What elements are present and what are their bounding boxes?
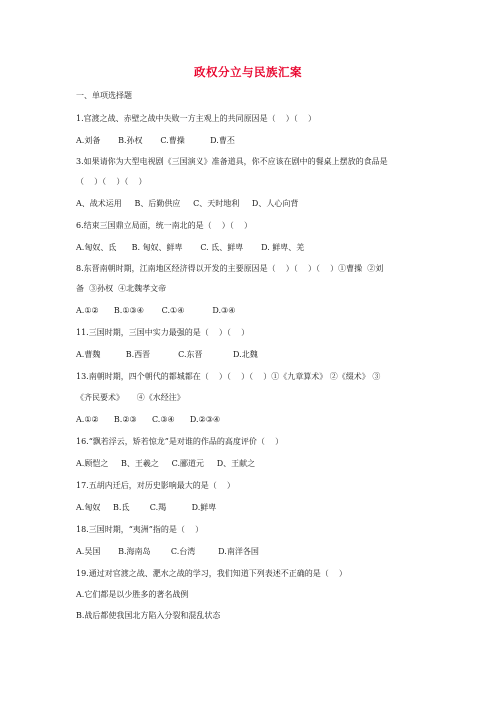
question-3-cont: （ ）（ ）（ ） xyxy=(76,177,147,186)
options-18: A.吴国 B.海南岛 C.台湾 D.南洋各国 xyxy=(76,547,259,556)
question-19: 19.通过对官渡之战、淝水之战的学习，我们知道下列表述不正确的是（ ） xyxy=(76,569,347,578)
options-17: A.匈奴 B.氐 C.羯 D.鲜卑 xyxy=(76,503,217,512)
question-17: 17.五胡内迁后，对历史影响最大的是（ ） xyxy=(76,481,235,490)
options-1: A.刘备 B.孙权 C.曹操 D.曹丕 xyxy=(76,136,235,145)
question-1: 1.官渡之战、赤壁之战中失败一方主观上的共同原因是（ ）（ ） xyxy=(76,114,316,123)
question-3: 3.如果请你为大型电视剧《三国演义》准备道具，你不应该在剧中的餐桌上摆放的食品是 xyxy=(76,157,388,166)
options-13: A.①② B.②③ C.③④ D.②③④ xyxy=(76,415,221,424)
options-11: A.曹魏 B.西晋 C.东晋 D.北魏 xyxy=(76,350,258,359)
question-13: 13.南朝时期，四个朝代的都城都在（ ）（ ）（ ）①《九章算术》 ②《缀术》 ③ xyxy=(76,372,381,381)
question-18: 18.三国时期，“夷洲”指的是（ ） xyxy=(76,525,204,534)
question-6: 6.结束三国鼎立局面，统一南北的是（ ）（ ） xyxy=(76,221,252,230)
section-heading: 一、单项选择题 xyxy=(76,91,132,100)
question-16: 16.“飘若浮云，矫若惊龙”是对谁的作品的高度评价（ ） xyxy=(76,437,284,446)
options-16: A.顾恺之 B、王羲之 C.郦道元 D、王献之 xyxy=(76,459,256,468)
options-6: A.匈奴、氐 B. 匈奴、鲜卑 C. 氐、鲜卑 D. 鲜卑、羌 xyxy=(76,243,305,252)
question-8-cont: 备 ③孙权 ④北魏孝文帝 xyxy=(76,284,167,293)
document-title: 政权分立与民族汇案 xyxy=(194,65,302,79)
options-19-a: A.它们都是以少胜多的著名战例 xyxy=(76,590,189,599)
options-8: A.①② B.①③④ C.①④ D.③④ xyxy=(76,306,236,315)
question-13-cont: 《齐民要术》 ④《水经注》 xyxy=(76,393,185,402)
question-8: 8.东晋南朝时期，江南地区经济得以开发的主要原因是（ ）（ ）（ ）①曹操 ②刘 xyxy=(76,264,384,273)
question-11: 11.三国时期，三国中实力最强的是（ ）（ ） xyxy=(76,328,250,337)
options-19-b: B.战后都使我国北方陷入分裂和混乱状态 xyxy=(76,611,221,620)
options-3: A、战术运用 B、后勤供应 C、天时地利 D、人心向背 xyxy=(76,199,299,208)
